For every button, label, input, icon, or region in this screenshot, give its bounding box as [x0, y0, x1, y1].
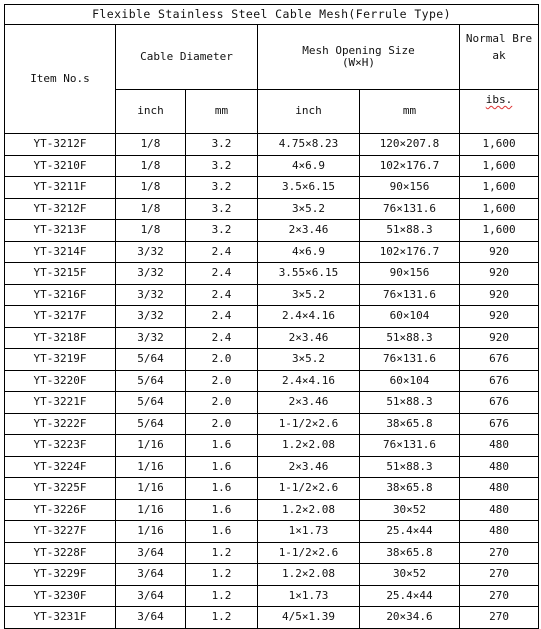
table-row — [5, 392, 539, 414]
spec-table — [4, 4, 539, 629]
unit-break-lbs — [460, 90, 539, 134]
break-lbs-cell: 676 — [460, 413, 539, 435]
mesh-mm-cell: 38×65.8 — [360, 542, 460, 564]
cable-inch-cell: 1/16 — [116, 521, 186, 543]
cable-inch-cell: 1/8 — [116, 198, 186, 220]
break-lbs-cell: 676 — [460, 392, 539, 414]
mesh-mm-cell: 30×52 — [360, 499, 460, 521]
cable-mm-cell: 2.4 — [186, 241, 258, 263]
mesh-mm-cell: 102×176.7 — [360, 155, 460, 177]
mesh-inch-cell: 2×3.46 — [258, 327, 360, 349]
cable-mm-cell: 2.0 — [186, 370, 258, 392]
mesh-inch-cell: 3×5.2 — [258, 284, 360, 306]
item-no-cell: YT-3224F — [5, 456, 116, 478]
mesh-inch-cell: 3×5.2 — [258, 349, 360, 371]
cable-mm-cell: 1.6 — [186, 521, 258, 543]
cable-mm-cell: 2.4 — [186, 327, 258, 349]
mesh-inch-cell: 1.2×2.08 — [258, 435, 360, 457]
cable-inch-cell: 3/32 — [116, 327, 186, 349]
item-no-cell: YT-3230F — [5, 585, 116, 607]
mesh-mm-cell: 38×65.8 — [360, 478, 460, 500]
item-no-cell: YT-3212F — [5, 134, 116, 156]
cable-mm-cell: 3.2 — [186, 155, 258, 177]
item-no-cell: YT-3216F — [5, 284, 116, 306]
cable-inch-cell: 3/32 — [116, 263, 186, 285]
item-no-cell: YT-3220F — [5, 370, 116, 392]
cable-mm-cell: 2.0 — [186, 349, 258, 371]
mesh-mm-cell: 51×88.3 — [360, 327, 460, 349]
header-cable-diameter: Cable Diameter — [116, 25, 258, 90]
mesh-inch-cell: 3×5.2 — [258, 198, 360, 220]
break-lbs-cell: 480 — [460, 478, 539, 500]
item-no-cell: YT-3215F — [5, 263, 116, 285]
item-no-cell: YT-3211F — [5, 177, 116, 199]
mesh-inch-cell: 3.5×6.15 — [258, 177, 360, 199]
item-no-cell: YT-3221F — [5, 392, 116, 414]
table-row — [5, 155, 539, 177]
table-row — [5, 349, 539, 371]
table-row — [5, 241, 539, 263]
table-row — [5, 220, 539, 242]
item-no-cell: YT-3231F — [5, 607, 116, 629]
cable-inch-cell: 3/32 — [116, 284, 186, 306]
break-lbs-cell: 480 — [460, 521, 539, 543]
break-lbs-cell: 920 — [460, 263, 539, 285]
cable-inch-cell: 3/32 — [116, 306, 186, 328]
mesh-inch-cell: 1×1.73 — [258, 585, 360, 607]
cable-inch-cell: 5/64 — [116, 349, 186, 371]
cable-mm-cell: 2.4 — [186, 263, 258, 285]
mesh-inch-cell: 1-1/2×2.6 — [258, 478, 360, 500]
cable-mm-cell: 1.6 — [186, 499, 258, 521]
cable-inch-cell: 1/16 — [116, 499, 186, 521]
table-row — [5, 478, 539, 500]
mesh-inch-cell: 1×1.73 — [258, 521, 360, 543]
break-lbs-cell: 1,600 — [460, 177, 539, 199]
item-no-cell: YT-3228F — [5, 542, 116, 564]
mesh-mm-cell: 76×131.6 — [360, 349, 460, 371]
cable-inch-cell: 1/8 — [116, 177, 186, 199]
cable-mm-cell: 1.2 — [186, 585, 258, 607]
mesh-mm-cell: 20×34.6 — [360, 607, 460, 629]
table-row — [5, 134, 539, 156]
header-item-no: Item No.s — [5, 25, 116, 134]
mesh-mm-cell: 90×156 — [360, 263, 460, 285]
table-row — [5, 499, 539, 521]
cable-inch-cell: 1/8 — [116, 134, 186, 156]
cable-mm-cell: 2.4 — [186, 284, 258, 306]
break-lbs-cell: 1,600 — [460, 220, 539, 242]
cable-inch-cell: 1/16 — [116, 435, 186, 457]
mesh-inch-cell: 2×3.46 — [258, 456, 360, 478]
mesh-mm-cell: 76×131.6 — [360, 284, 460, 306]
item-no-cell: YT-3213F — [5, 220, 116, 242]
cable-mm-cell: 1.6 — [186, 478, 258, 500]
cable-mm-cell: 1.6 — [186, 456, 258, 478]
mesh-mm-cell: 51×88.3 — [360, 456, 460, 478]
table-row — [5, 198, 539, 220]
mesh-mm-cell: 102×176.7 — [360, 241, 460, 263]
cable-mm-cell: 3.2 — [186, 177, 258, 199]
mesh-inch-cell: 3.55×6.15 — [258, 263, 360, 285]
cable-mm-cell: 3.2 — [186, 198, 258, 220]
mesh-inch-cell: 2×3.46 — [258, 392, 360, 414]
cable-mm-cell: 3.2 — [186, 134, 258, 156]
mesh-mm-cell: 51×88.3 — [360, 220, 460, 242]
cable-inch-cell: 1/8 — [116, 155, 186, 177]
mesh-inch-cell: 2.4×4.16 — [258, 370, 360, 392]
mesh-inch-cell: 2.4×4.16 — [258, 306, 360, 328]
cable-mm-cell: 1.2 — [186, 564, 258, 586]
cable-mm-cell: 3.2 — [186, 220, 258, 242]
mesh-mm-cell: 76×131.6 — [360, 435, 460, 457]
break-lbs-cell: 270 — [460, 542, 539, 564]
header-normal-break: Normal Bre ak — [460, 25, 539, 90]
mesh-inch-cell: 4×6.9 — [258, 241, 360, 263]
break-lbs-cell: 270 — [460, 607, 539, 629]
item-no-cell: YT-3223F — [5, 435, 116, 457]
break-lbs-cell: 676 — [460, 370, 539, 392]
cable-inch-cell: 1/8 — [116, 220, 186, 242]
table-row — [5, 542, 539, 564]
unit-mesh-mm: mm — [360, 90, 460, 134]
table-row — [5, 564, 539, 586]
item-no-cell: YT-3222F — [5, 413, 116, 435]
break-lbs-cell: 480 — [460, 456, 539, 478]
unit-cable-inch: inch — [116, 90, 186, 134]
break-lbs-cell: 270 — [460, 564, 539, 586]
break-lbs-cell: 270 — [460, 585, 539, 607]
break-lbs-cell: 920 — [460, 306, 539, 328]
cable-mm-cell: 1.2 — [186, 542, 258, 564]
cable-inch-cell: 5/64 — [116, 392, 186, 414]
table-row — [5, 435, 539, 457]
cable-inch-cell: 5/64 — [116, 370, 186, 392]
break-lbs-cell: 920 — [460, 241, 539, 263]
cable-mm-cell: 2.4 — [186, 306, 258, 328]
table-title: Flexible Stainless Steel Cable Mesh(Ferrule Type) — [5, 5, 539, 25]
cable-inch-cell: 3/32 — [116, 241, 186, 263]
mesh-inch-cell: 1-1/2×2.6 — [258, 542, 360, 564]
mesh-inch-cell: 1.2×2.08 — [258, 499, 360, 521]
mesh-inch-cell: 4.75×8.23 — [258, 134, 360, 156]
break-lbs-cell: 480 — [460, 499, 539, 521]
table-row — [5, 306, 539, 328]
mesh-mm-cell: 60×104 — [360, 370, 460, 392]
mesh-inch-cell: 1-1/2×2.6 — [258, 413, 360, 435]
item-no-cell: YT-3212F — [5, 198, 116, 220]
mesh-inch-cell: 1.2×2.08 — [258, 564, 360, 586]
item-no-cell: YT-3227F — [5, 521, 116, 543]
mesh-mm-cell: 30×52 — [360, 564, 460, 586]
break-lbs-cell: 676 — [460, 349, 539, 371]
table-row — [5, 585, 539, 607]
mesh-mm-cell: 60×104 — [360, 306, 460, 328]
mesh-opening-sublabel: (W×H) — [341, 56, 376, 69]
mesh-inch-cell: 4/5×1.39 — [258, 607, 360, 629]
table-row — [5, 327, 539, 349]
item-no-cell: YT-3229F — [5, 564, 116, 586]
mesh-mm-cell: 25.4×44 — [360, 585, 460, 607]
cable-mm-cell: 1.2 — [186, 607, 258, 629]
break-lbs-cell: 1,600 — [460, 155, 539, 177]
table-row — [5, 370, 539, 392]
cable-mm-cell: 1.6 — [186, 435, 258, 457]
cable-inch-cell: 1/16 — [116, 456, 186, 478]
mesh-mm-cell: 120×207.8 — [360, 134, 460, 156]
table-row — [5, 413, 539, 435]
mesh-opening-label: Mesh Opening Size — [302, 43, 415, 57]
unit-cable-mm: mm — [186, 90, 258, 134]
table-row — [5, 521, 539, 543]
mesh-inch-cell: 4×6.9 — [258, 155, 360, 177]
cable-inch-cell: 5/64 — [116, 413, 186, 435]
item-no-cell: YT-3210F — [5, 155, 116, 177]
cable-mm-cell: 2.0 — [186, 392, 258, 414]
table-row — [5, 456, 539, 478]
table-row — [5, 177, 539, 199]
cable-inch-cell: 3/64 — [116, 607, 186, 629]
unit-mesh-inch: inch — [258, 90, 360, 134]
break-lbs-cell: 920 — [460, 284, 539, 306]
cable-inch-cell: 3/64 — [116, 564, 186, 586]
cable-inch-cell: 1/16 — [116, 478, 186, 500]
mesh-inch-cell: 2×3.46 — [258, 220, 360, 242]
mesh-mm-cell: 25.4×44 — [360, 521, 460, 543]
cable-inch-cell: 3/64 — [116, 585, 186, 607]
mesh-mm-cell: 90×156 — [360, 177, 460, 199]
item-no-cell: YT-3219F — [5, 349, 116, 371]
item-no-cell: YT-3218F — [5, 327, 116, 349]
break-lbs-cell: 920 — [460, 327, 539, 349]
table-row — [5, 263, 539, 285]
table-row — [5, 284, 539, 306]
unit-break-lbs-text: ibs. — [485, 93, 513, 106]
mesh-mm-cell: 38×65.8 — [360, 413, 460, 435]
cable-mm-cell: 2.0 — [186, 413, 258, 435]
break-lbs-cell: 480 — [460, 435, 539, 457]
mesh-mm-cell: 76×131.6 — [360, 198, 460, 220]
cable-inch-cell: 3/64 — [116, 542, 186, 564]
header-mesh-opening — [258, 25, 460, 90]
item-no-cell: YT-3214F — [5, 241, 116, 263]
table-body — [5, 134, 539, 629]
break-lbs-cell: 1,600 — [460, 134, 539, 156]
item-no-cell: YT-3225F — [5, 478, 116, 500]
item-no-cell: YT-3217F — [5, 306, 116, 328]
mesh-mm-cell: 51×88.3 — [360, 392, 460, 414]
break-lbs-cell: 1,600 — [460, 198, 539, 220]
item-no-cell: YT-3226F — [5, 499, 116, 521]
